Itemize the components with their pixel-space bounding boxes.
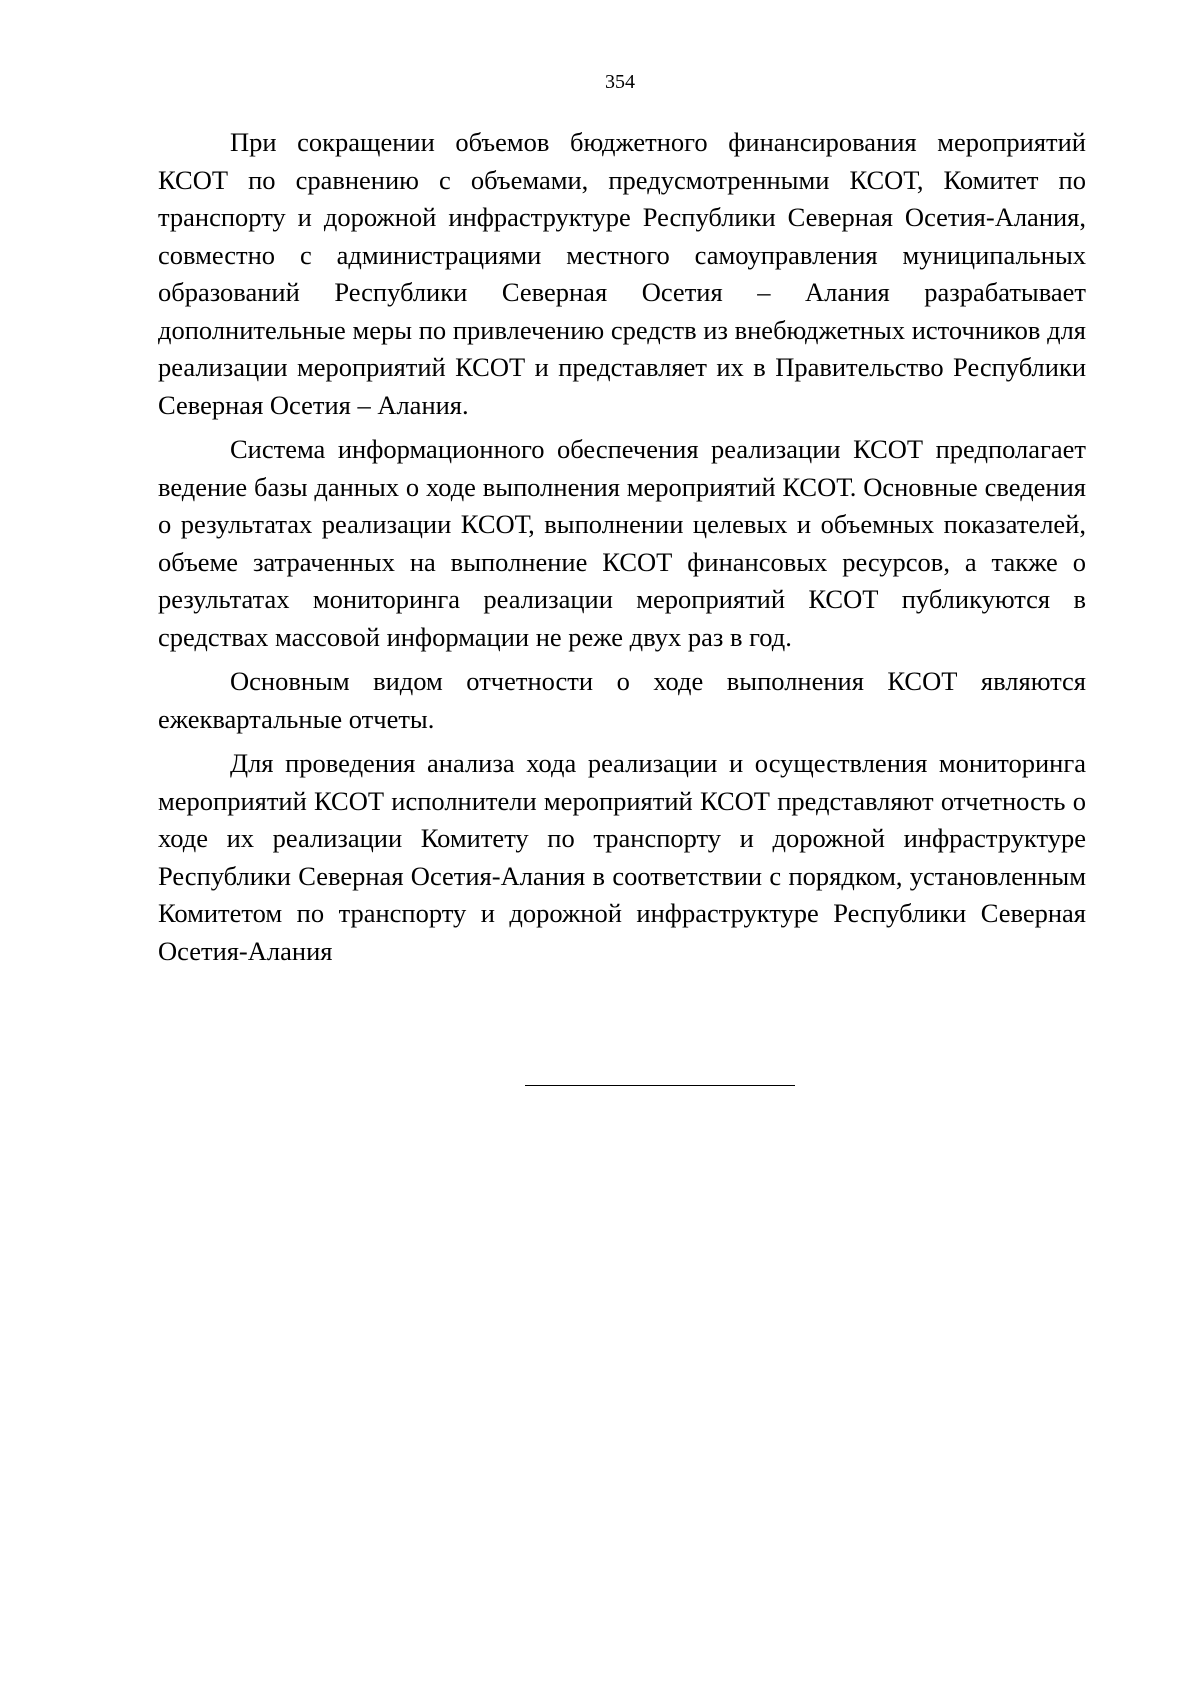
paragraph-reporting-type: Основным видом отчетности о ходе выполнения КСОТ являются ежеквартальные отчеты. xyxy=(158,666,1086,734)
paragraph-budget-reduction: При сокращении объемов бюджетного финансирования мероприятий КСОТ по сравнению с объемами, предусмотренными КСОТ, Комитет по транспорту и дорожной инфраструктуре Республики Северная Осетия-Алания, совместно с администрациями местного самоуправления муниципальных образований Республики Северная Осетия – Алания разрабатывает дополнительные меры по привлечению средств из внебюджетных источников для реализации мероприятий КСОТ и представляет их в Правительство Республики Северная Осетия – Алания. xyxy=(158,127,1086,420)
document-body xyxy=(158,124,1086,970)
page-number: 354 xyxy=(605,71,635,93)
end-separator-line xyxy=(525,1085,795,1086)
paragraph-monitoring: Для проведения анализа хода реализации и осуществления мониторинга мероприятий КСОТ исполнители мероприятий КСОТ представляют отчетность о ходе их реализации Комитету по транспорту и дорожной инфраструктуре Республики Северная Осетия-Алания в соответствии с порядком, установленным Комитетом по транспорту и дорожной инфраструктуре Республики Северная Осетия-Алания xyxy=(158,748,1086,966)
paragraph-information-system: Система информационного обеспечения реализации КСОТ предполагает ведение базы данных о ходе выполнения мероприятий КСОТ. Основные сведения о результатах реализации КСОТ, выполнении целевых и объемных показателей, объеме затраченных на выполнение КСОТ финансовых ресурсов, а также о результатах мониторинга реализации мероприятий КСОТ публикуются в средствах массовой информации не реже двух раз в год. xyxy=(158,434,1086,652)
